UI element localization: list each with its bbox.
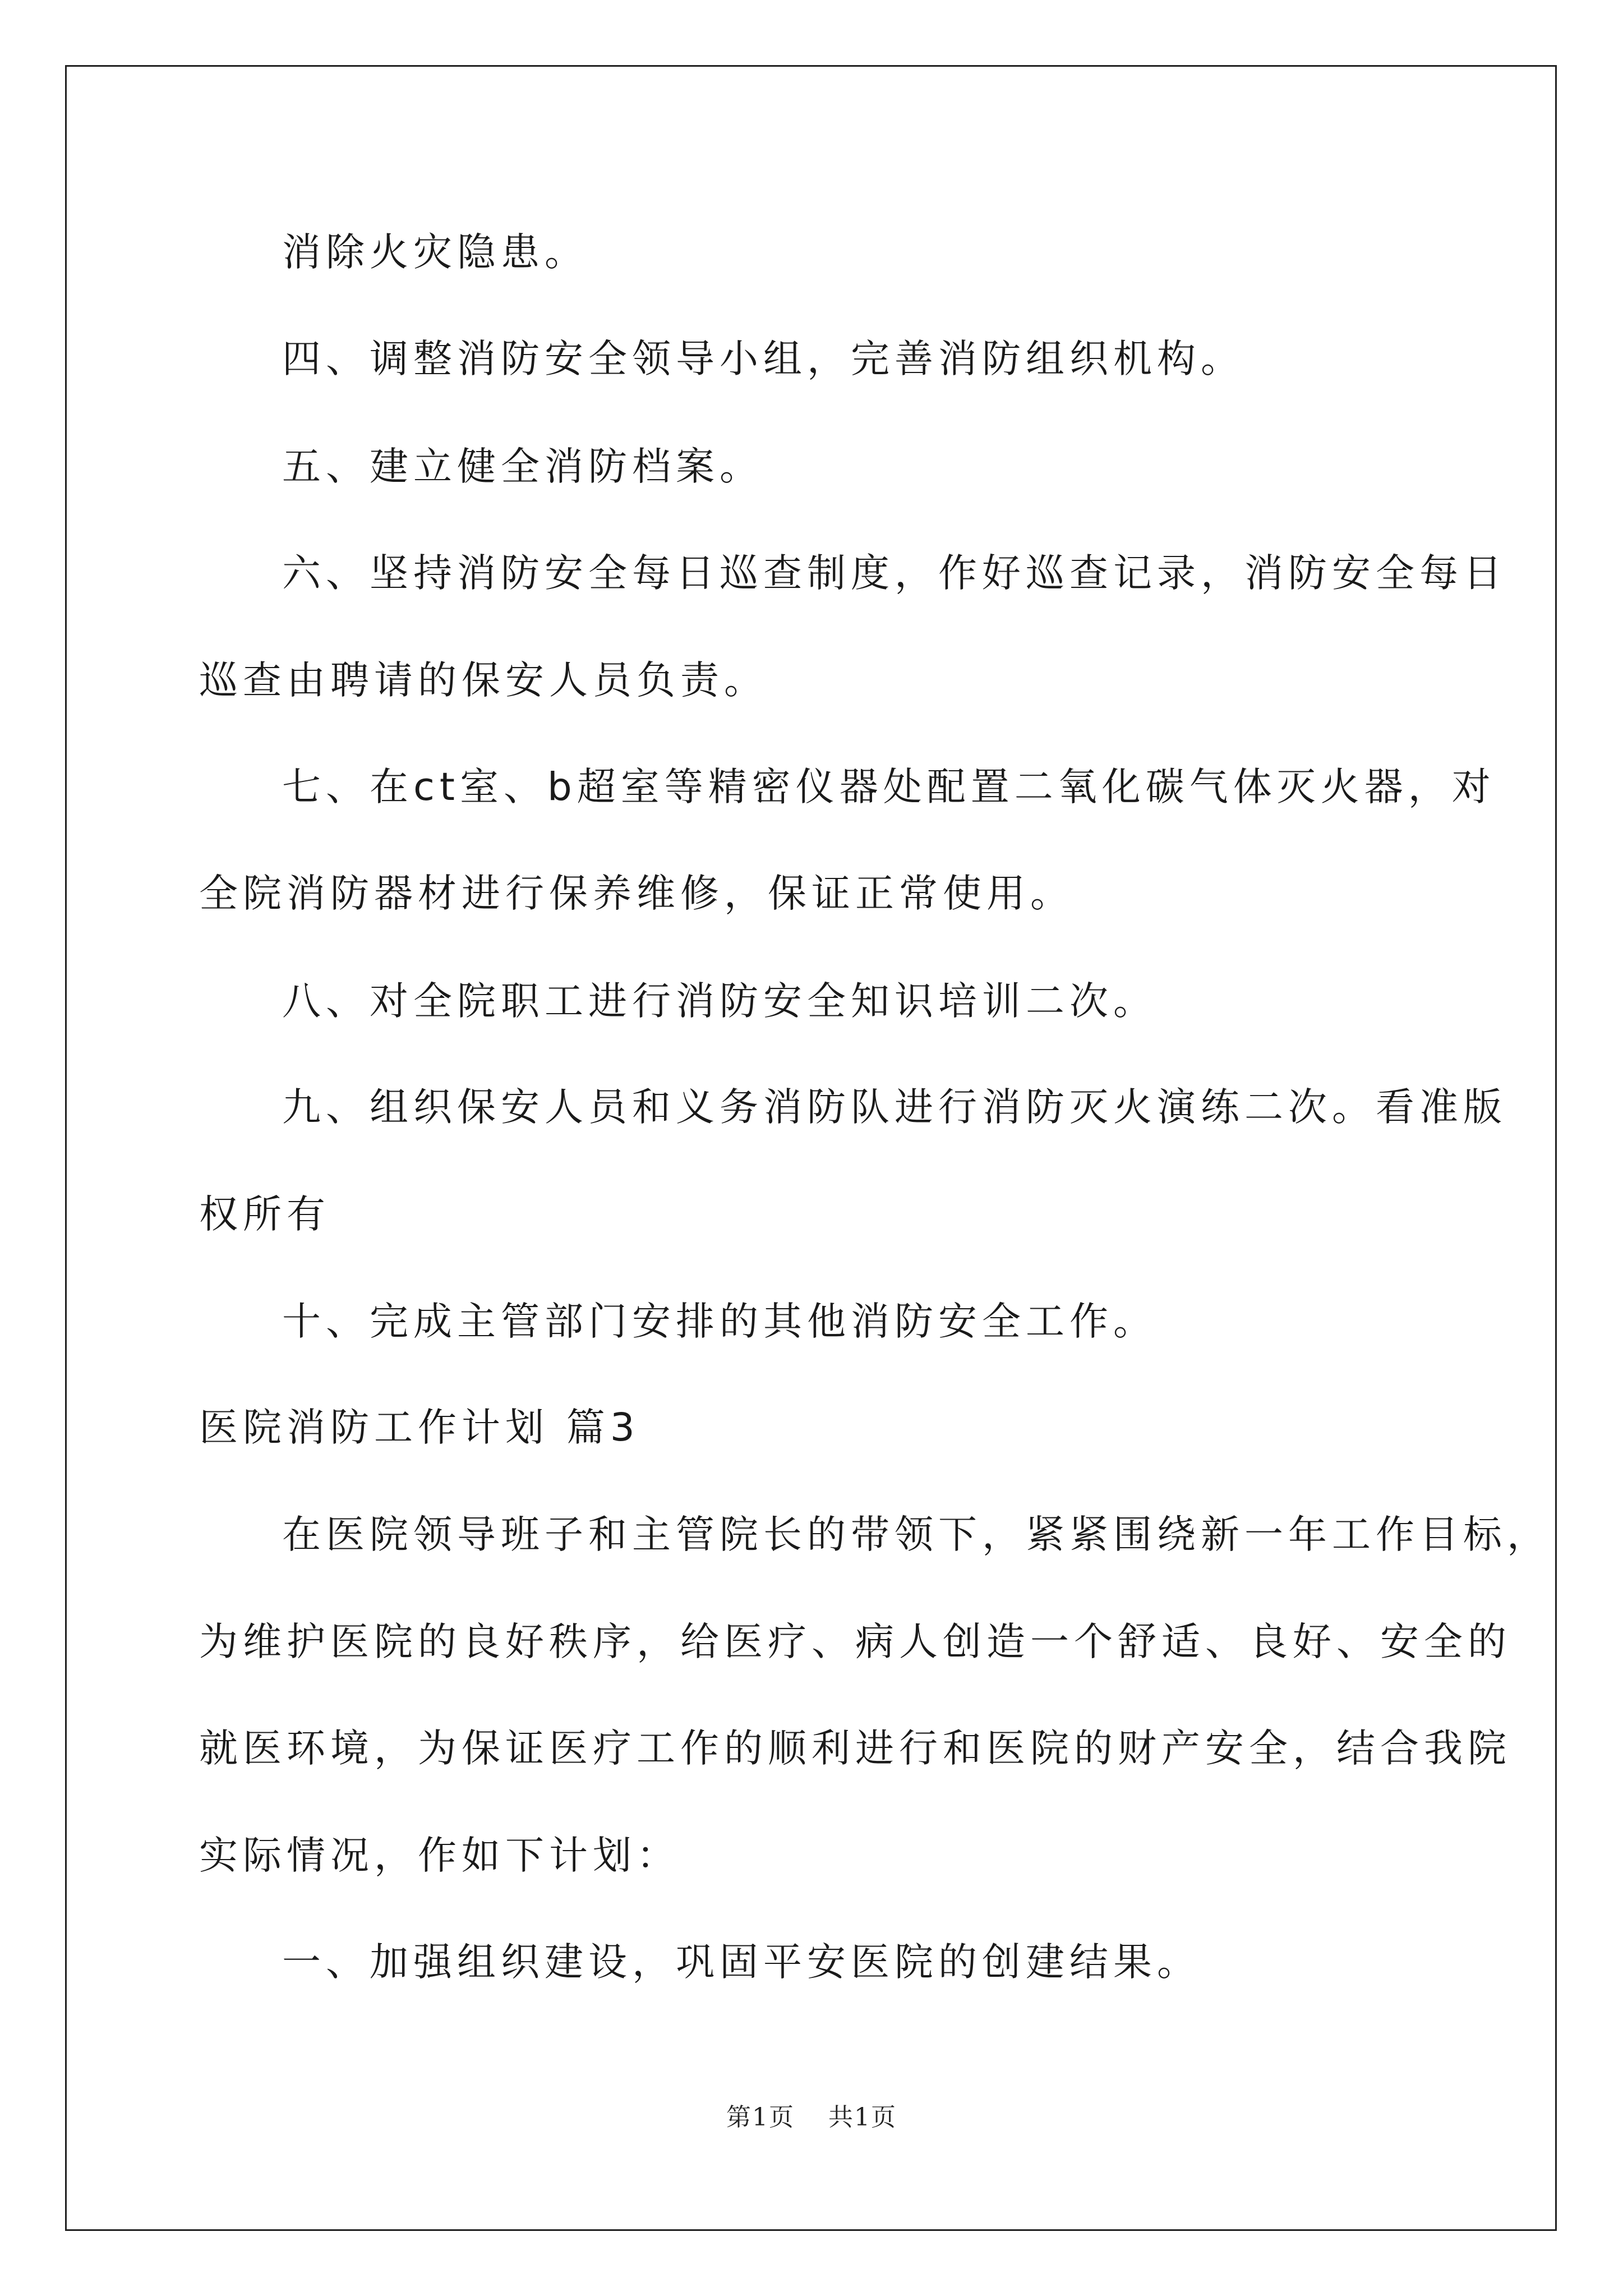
page-footer (0, 2101, 1623, 2134)
paragraph-line: 十、完成主管部门安排的其他消防安全工作。 (282, 1299, 1157, 1344)
page-border (65, 65, 1557, 2231)
paragraph-line: 七、在ct室、b超室等精密仪器处配置二氧化碳气体灭火器，对 (282, 765, 1496, 809)
paragraph-line: 全院消防器材进行保养维修，保证正常使用。 (199, 871, 1074, 916)
paragraph-line: 巡查由聘请的保安人员负责。 (199, 658, 768, 703)
paragraph-line: 实际情况，作如下计划： (199, 1833, 680, 1878)
paragraph-line: 六、坚持消防安全每日巡查制度，作好巡查记录，消防安全每日 (282, 551, 1507, 596)
paragraph-line: 消除火灾隐患。 (282, 230, 588, 275)
paragraph-line: 权所有 (199, 1192, 330, 1237)
paragraph-line: 五、建立健全消防档案。 (282, 444, 763, 489)
paragraph-line: 在医院领导班子和主管院长的带领下，紧紧围绕新一年工作目标， (282, 1512, 1551, 1557)
paragraph-line: 四、调整消防安全领导小组，完善消防组织机构。 (282, 337, 1244, 381)
section-heading: 医院消防工作计划 篇3 (199, 1405, 640, 1450)
paragraph-line: 就医环境，为保证医疗工作的顺利进行和医院的财产安全，结合我院 (199, 1726, 1511, 1771)
page-total: 共1页 (828, 2103, 897, 2132)
paragraph-line: 八、对全院职工进行消防安全知识培训二次。 (282, 979, 1157, 1024)
paragraph-line: 九、组织保安人员和义务消防队进行消防灭火演练二次。看准版 (282, 1085, 1507, 1130)
paragraph-line: 为维护医院的良好秩序，给医疗、病人创造一个舒适、良好、安全的 (199, 1619, 1511, 1664)
paragraph-line: 一、加强组织建设，巩固平安医院的创建结果。 (282, 1940, 1201, 1985)
page-number: 第1页 (726, 2103, 795, 2132)
